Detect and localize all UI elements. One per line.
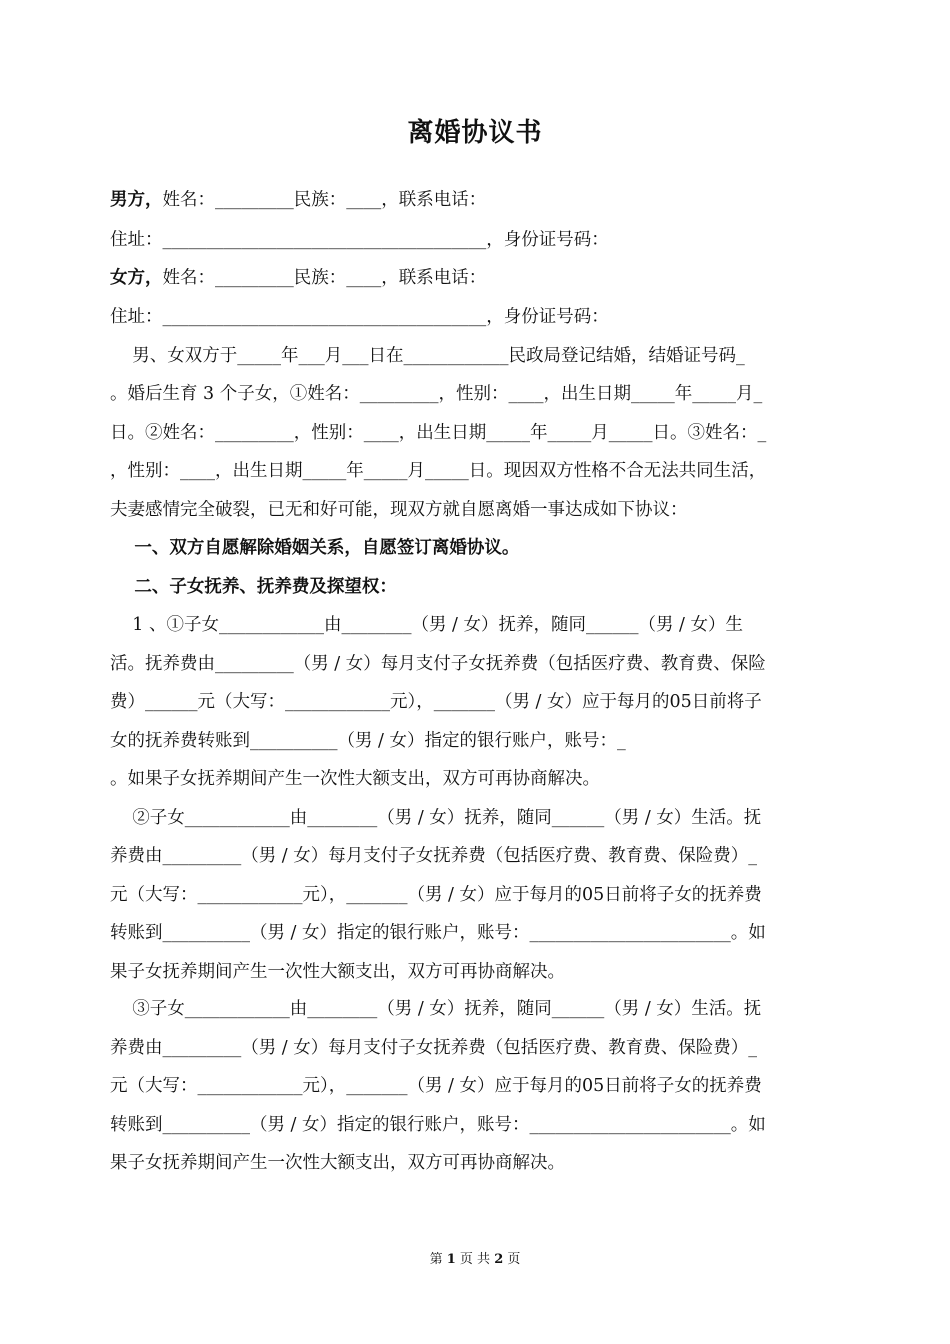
line-text: 女的抚养费转账到__________（男 / 女）指定的银行账户，账号：_ <box>110 731 626 751</box>
text-line <box>110 844 840 868</box>
line-text: 转账到__________（男 / 女）指定的银行账户，账号：_______________________。如 <box>110 923 766 943</box>
footer-page-number: 1 <box>446 1252 456 1267</box>
line-text: ，性别：____，出生日期_____年_____月_____日。现因双方性格不合无法共同生活， <box>110 461 767 481</box>
text-line <box>110 498 840 522</box>
document-title: 离婚协议书 <box>407 118 543 148</box>
text-line <box>110 188 840 212</box>
text-line <box>110 382 840 406</box>
text-line <box>110 767 840 791</box>
bold-lead-text: 女方， <box>110 268 163 288</box>
text-line <box>110 690 840 714</box>
line-text: 。婚后生育 3 个子女，①姓名：_________，性别：____，出生日期_____年_____月_ <box>110 384 763 404</box>
line-text: 姓名：_________民族：____，联系电话： <box>162 268 487 288</box>
text-line <box>110 806 840 830</box>
line-text: 1 、①子女____________由________（男 / 女）抚养，随同______（男 / 女）生 <box>110 615 743 635</box>
footer-mid: 页 共 <box>459 1252 491 1267</box>
bold-lead-text: 男方， <box>110 190 163 210</box>
text-line <box>110 575 840 599</box>
text-line <box>110 997 840 1021</box>
line-text: 元（大写：____________元），_______（男 / 女）应于每月的05日前将子女的抚养费 <box>110 885 762 905</box>
line-text: 。如果子女抚养期间产生一次性大额支出，双方可再协商解决。 <box>110 769 600 789</box>
line-text: 养费由_________（男 / 女）每月支付子女抚养费（包括医疗费、教育费、保险费）_ <box>110 846 758 866</box>
text-line <box>110 652 840 676</box>
line-text: ②子女____________由________（男 / 女）抚养，随同______（男 / 女）生活。抚 <box>110 808 762 828</box>
text-line <box>110 266 840 290</box>
line-text: 果子女抚养期间产生一次性大额支出，双方可再协商解决。 <box>110 962 565 982</box>
bold-lead-text: 二、子女抚养、抚养费及探望权： <box>110 577 397 597</box>
line-text: 元（大写：____________元），_______（男 / 女）应于每月的05日前将子女的抚养费 <box>110 1076 762 1096</box>
text-line <box>110 228 840 252</box>
bold-lead-text: 一、双方自愿解除婚姻关系，自愿签订离婚协议。 <box>110 538 520 558</box>
line-text: 夫妻感情完全破裂，已无和好可能，现双方就自愿离婚一事达成如下协议： <box>110 500 688 520</box>
footer-total-pages: 2 <box>494 1252 504 1267</box>
text-line <box>110 459 840 483</box>
text-line <box>110 1074 840 1098</box>
text-line <box>110 1151 840 1175</box>
line-text: 住址：_____________________________________，身份证号码： <box>110 307 609 327</box>
text-line <box>110 421 840 445</box>
line-text: ③子女____________由________（男 / 女）抚养，随同______（男 / 女）生活。抚 <box>110 999 762 1019</box>
line-text: 费）______元（大写：____________元），_______（男 / 女）应于每月的05日前将子 <box>110 692 762 712</box>
text-line <box>110 729 840 753</box>
footer-suffix: 页 <box>507 1252 521 1267</box>
text-line <box>110 613 840 637</box>
line-text: 日。②姓名：_________，性别：____，出生日期_____年_____月_____日。③姓名：_ <box>110 423 767 443</box>
text-line <box>110 344 840 368</box>
line-text: 养费由_________（男 / 女）每月支付子女抚养费（包括医疗费、教育费、保险费）_ <box>110 1038 758 1058</box>
text-line <box>110 1036 840 1060</box>
line-text: 姓名：_________民族：____，联系电话： <box>162 190 487 210</box>
line-text: 果子女抚养期间产生一次性大额支出，双方可再协商解决。 <box>110 1153 565 1173</box>
text-line <box>110 536 840 560</box>
line-text: 转账到__________（男 / 女）指定的银行账户，账号：_______________________。如 <box>110 1115 766 1135</box>
text-line <box>110 883 840 907</box>
line-text: 住址：_____________________________________，身份证号码： <box>110 230 609 250</box>
footer-prefix: 第 <box>429 1252 443 1267</box>
line-text: 活。抚养费由_________（男 / 女）每月支付子女抚养费（包括医疗费、教育费、保险 <box>110 654 766 674</box>
text-line <box>110 960 840 984</box>
line-text: 男、女双方于_____年___月___日在____________民政局登记结婚，结婚证号码_ <box>110 346 745 366</box>
text-line <box>110 921 840 945</box>
page-footer <box>0 1248 950 1267</box>
text-line <box>110 305 840 329</box>
text-line <box>110 1113 840 1137</box>
